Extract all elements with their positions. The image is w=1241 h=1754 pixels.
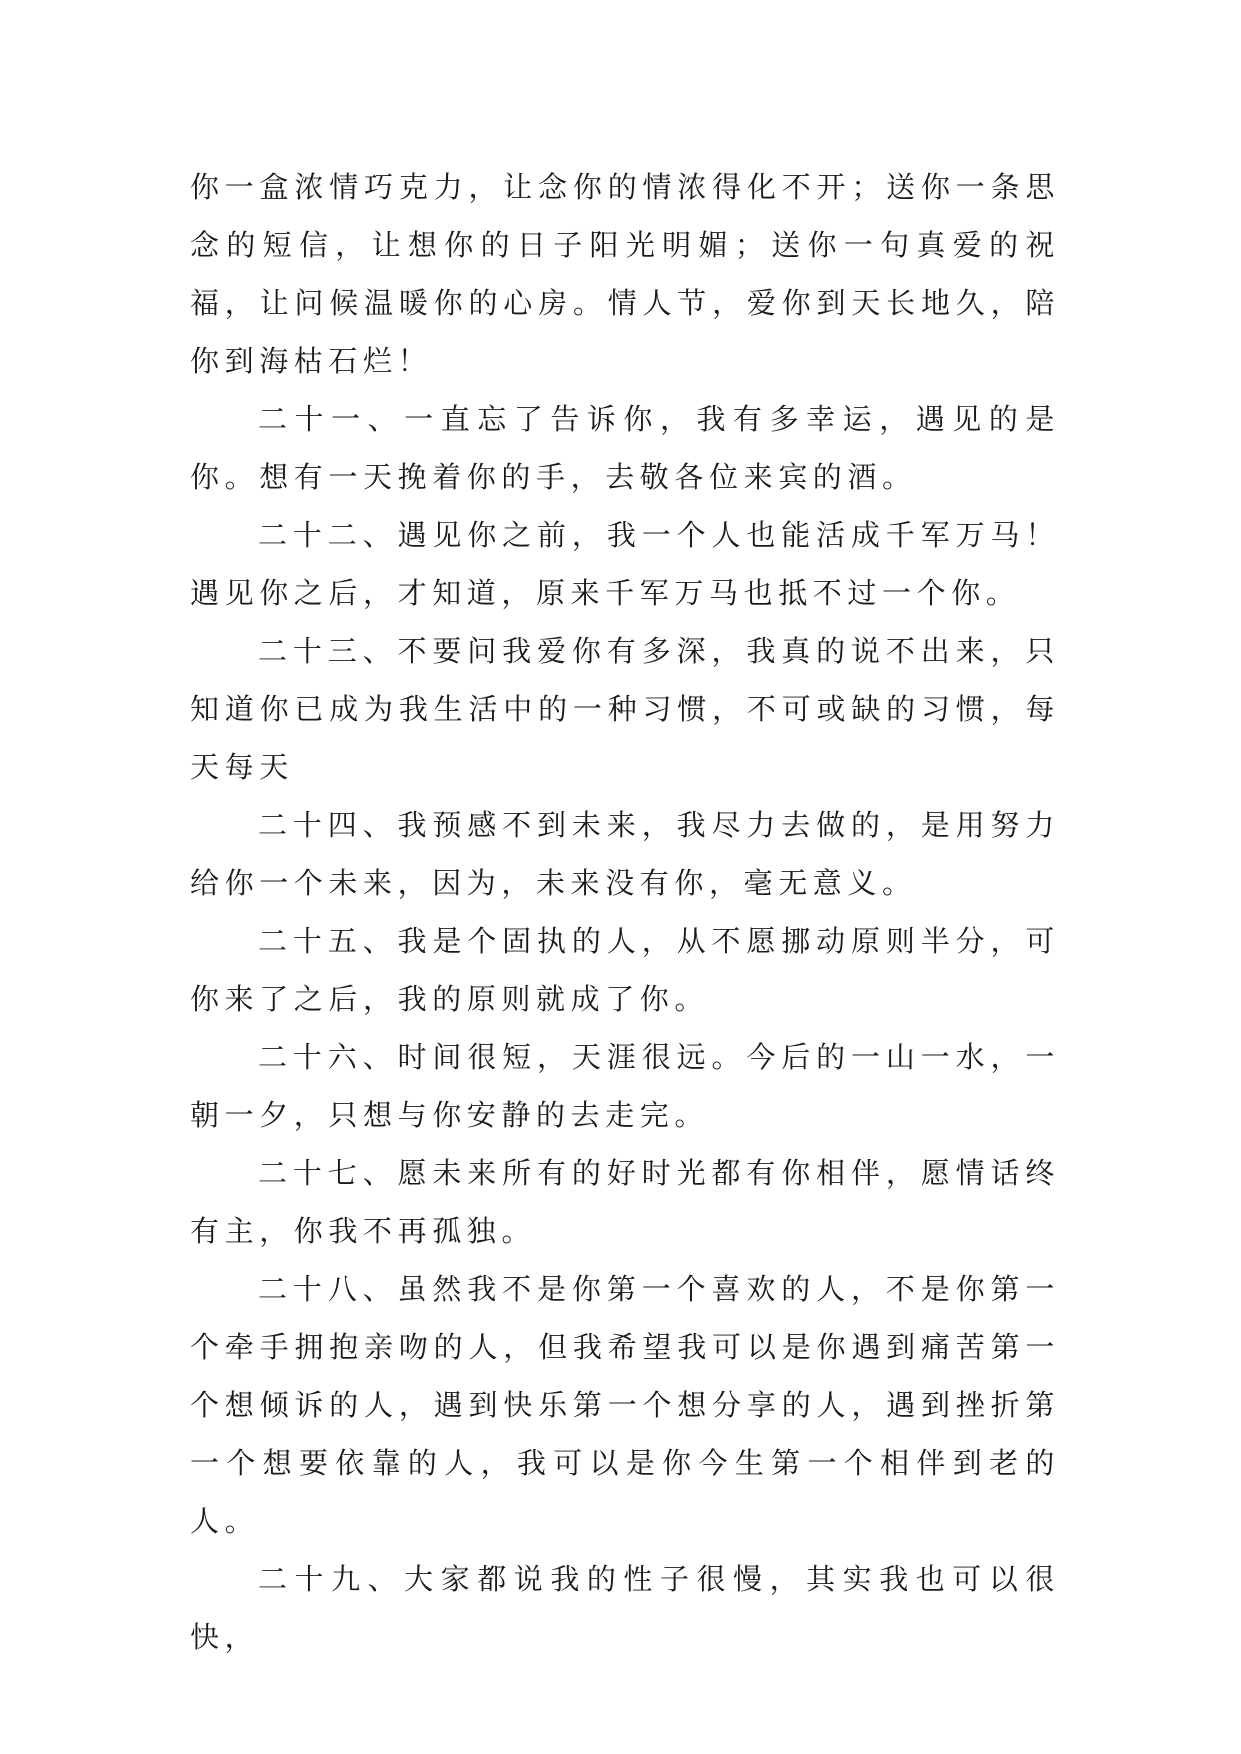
paragraph-24: 二十四、我预感不到未来，我尽力去做的，是用努力给你一个未来，因为，未来没有你，毫无意义。 [190, 808, 1060, 900]
document-body [190, 158, 1060, 1666]
paragraph-23: 二十三、不要问我爱你有多深，我真的说不出来，只知道你已成为我生活中的一种习惯，不可或缺的习惯，每天每天 [190, 634, 1060, 784]
paragraph-21: 二十一、一直忘了告诉你，我有多幸运，遇见的是你。想有一天挽着你的手，去敬各位来宾的酒。 [190, 402, 1060, 494]
paragraph-22: 二十二、遇见你之前，我一个人也能活成千军万马！遇见你之后，才知道，原来千军万马也抵不过一个你。 [190, 518, 1060, 610]
paragraph-27: 二十七、愿未来所有的好时光都有你相伴，愿情话终有主，你我不再孤独。 [190, 1156, 1060, 1248]
paragraph-29: 二十九、大家都说我的性子很慢，其实我也可以很快， [190, 1562, 1060, 1654]
paragraph-25: 二十五、我是个固执的人，从不愿挪动原则半分，可你来了之后，我的原则就成了你。 [190, 924, 1060, 1016]
paragraph-26: 二十六、时间很短，天涯很远。今后的一山一水，一朝一夕，只想与你安静的去走完。 [190, 1040, 1060, 1132]
paragraph-intro: 你一盒浓情巧克力，让念你的情浓得化不开；送你一条思念的短信，让想你的日子阳光明媚；送你一句真爱的祝福，让问候温暖你的心房。情人节，爱你到天长地久，陪你到海枯石烂！ [190, 170, 1060, 378]
paragraph-28: 二十八、虽然我不是你第一个喜欢的人，不是你第一个牵手拥抱亲吻的人，但我希望我可以是你遇到痛苦第一个想倾诉的人，遇到快乐第一个想分享的人，遇到挫折第一个想要依靠的人，我可以是你今生第一个相伴到老的人。 [190, 1272, 1060, 1538]
